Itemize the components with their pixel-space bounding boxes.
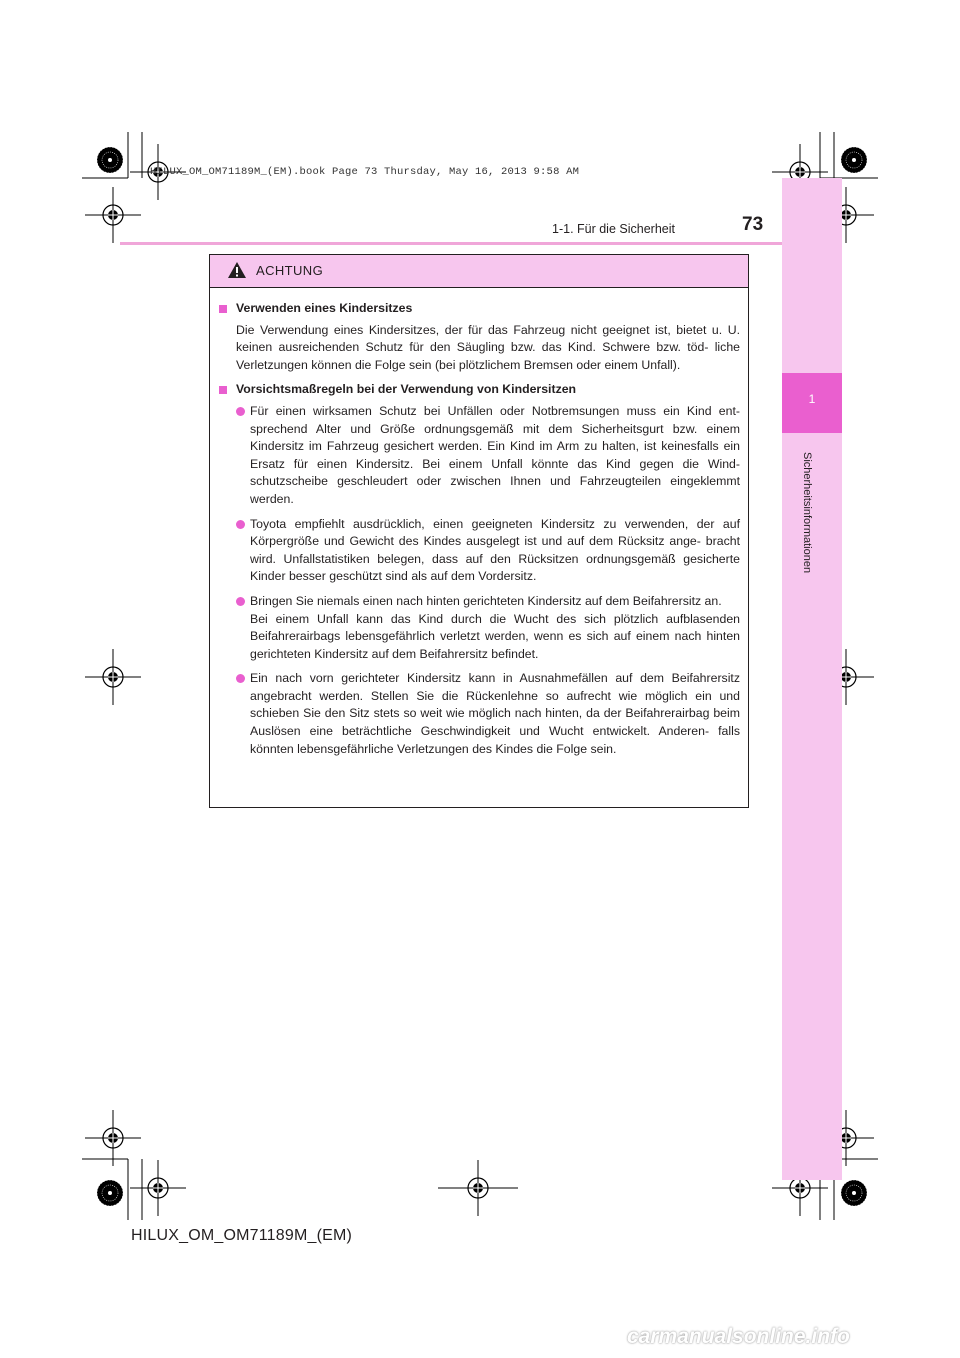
list-item-text-continued: Bei einem Unfall kann das Kind durch die Wucht des sich plötzlich aufblasenden Beifahrerairbags lebensgefährlich verletzt werden, wenn es sich auf einem nach hinten gerichteten Kindersitz auf dem Beifahrersitz befindet. bbox=[250, 611, 740, 661]
list-item bbox=[218, 403, 740, 509]
warning-triangle-icon bbox=[227, 261, 247, 279]
list-item-text: Bringen Sie niemals einen nach hinten gerichteten Kindersitz auf dem Beifahrersitz an. bbox=[250, 593, 722, 608]
circle-bullet-icon bbox=[236, 674, 245, 683]
section-paragraph: Die Verwendung eines Kindersitzes, der für das Fahrzeug nicht geeignet ist, bietet u. U. keinen ausreichenden Schutz für den Säugling bzw. das Kind. Schwere bzw. töd- liche Verletzungen können die Folge sein (bei plötzlichem Bremsen oder einem Unfall). bbox=[236, 322, 740, 372]
warning-title: ACHTUNG bbox=[256, 263, 324, 278]
list-item-text: Toyota empfiehlt ausdrücklich, einen geeigneten Kindersitz zu verwenden, der auf Körpergröße und Gewicht des Kindes ausgelegt ist und auf dem Rücksitz ange- bracht wird. Unfallstatistiken belegen, dass auf den Rücksitzen ordnungsgemäß gesicherte Kinder besser geschützt sind als auf dem Vordersitz. bbox=[250, 516, 740, 584]
section-heading bbox=[218, 300, 740, 318]
footer-document-code: HILUX_OM_OM71189M_(EM) bbox=[131, 1227, 353, 1244]
list-item-text: Für einen wirksamen Schutz bei Unfällen oder Notbremsungen muss ein Kind ent- sprechend Alter und Größe ordnungsgemäß mit dem Sicherheitsgurt bzw. einem Kindersitz im Fahrzeug gesichert werden. Ein Kind im Arm zu halten, ist keinesfalls ein Ersatz für einen Kindersitz. Bei einem Unfall könnte das Kind gegen die Wind- schutzscheibe geschleudert oder zwischen Ihnen und Fahrzeugteilen eingeklemmt werden. bbox=[250, 403, 740, 506]
chapter-side-label: Sicherheitsinformationen bbox=[801, 452, 813, 574]
section-heading-text: Verwenden eines Kindersitzes bbox=[236, 301, 413, 315]
list-item bbox=[218, 593, 740, 663]
section-heading-text: Vorsichtsmaßregeln bei der Verwendung von Kindersitzen bbox=[236, 382, 577, 397]
chapter-side-tab bbox=[782, 178, 842, 1180]
list-item bbox=[218, 670, 740, 758]
header-rule bbox=[120, 242, 782, 245]
section-title: 1-1. Für die Sicherheit bbox=[552, 222, 675, 236]
warning-body bbox=[210, 288, 748, 758]
chapter-number: 1 bbox=[808, 392, 816, 406]
list-item bbox=[218, 516, 740, 586]
square-bullet-icon bbox=[219, 386, 227, 394]
warning-header bbox=[210, 255, 748, 288]
watermark-link[interactable]: carmanualsonline.info bbox=[627, 1325, 850, 1348]
circle-bullet-icon bbox=[236, 407, 245, 416]
circle-bullet-icon bbox=[236, 520, 245, 529]
circle-bullet-icon bbox=[236, 597, 245, 606]
warning-section bbox=[218, 300, 740, 374]
warning-box bbox=[209, 254, 749, 808]
square-bullet-icon bbox=[219, 305, 227, 313]
list-item-text: Ein nach vorn gerichteter Kindersitz kann in Ausnahmefällen auf dem Beifahrersitz angebracht werden. Stellen Sie die Rückenlehne so aufrecht wie möglich ein und schieben Sie den Sitz stets so weit wie möglich nach hinten, da der Beifahrerairbag beim Auslösen eine beträchtliche Geschwindigkeit und Wucht entwickelt. Anderen- falls könnten lebensgefährliche Verletzungen des Kindes die Folge sein. bbox=[250, 671, 740, 756]
print-header: HILUX_OM_OM71189M_(EM).book Page 73 Thursday, May 16, 2013 9:58 AM bbox=[150, 166, 580, 178]
page-number: 73 bbox=[742, 214, 764, 235]
section-heading bbox=[218, 381, 740, 399]
warning-section bbox=[218, 381, 740, 758]
